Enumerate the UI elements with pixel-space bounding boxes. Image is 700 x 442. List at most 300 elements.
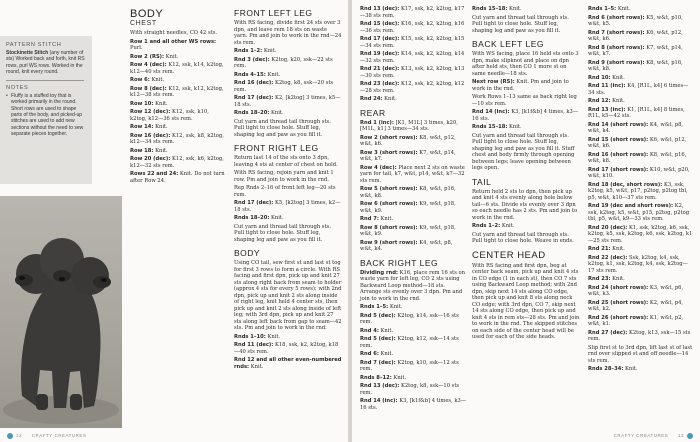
instruction-label: Rnd 23 (dec): <box>360 81 400 87</box>
instruction-text: Knit. <box>153 124 168 130</box>
instruction-line <box>588 45 694 58</box>
instruction-label: Rnd 5 (dec): <box>360 336 396 342</box>
instruction-line <box>588 83 694 96</box>
instruction-text: K2tog, k12, ssk—14 sts rem. <box>360 336 459 349</box>
instruction-text: Knit. <box>378 351 394 357</box>
instruction-line <box>588 107 694 120</box>
instruction-text: Slip first st to 3rd dpn, lift last st of last rnd over slipped st and off needle—14 sts rem. <box>588 344 693 364</box>
instruction-line <box>472 189 580 222</box>
instruction-label: Row 5 (short rows): <box>360 186 418 192</box>
instruction-text: K12, ssk, k6, k2tog, k12—32 sts rem. <box>130 156 224 169</box>
instruction-text: Knit. <box>507 6 522 12</box>
instruction-line <box>360 6 466 19</box>
instruction-label: Row 2 (short rows): <box>360 134 418 141</box>
instruction-label: Rnd 16 (dec): <box>234 80 274 86</box>
instruction-label: Rnd 18 (dec, short rows): <box>588 181 663 188</box>
instruction-text: Knit. <box>610 74 625 81</box>
back-left-leg-heading: BACK LEFT LEG <box>472 39 545 49</box>
instruction-label: Rnds 8–12: <box>360 374 392 381</box>
instruction-text: K2tog, k20, ssk—22 sts rem. <box>234 56 333 69</box>
instruction-text: Knit. <box>378 216 394 222</box>
instruction-line <box>234 119 342 139</box>
instruction-text: Knit. <box>500 223 515 229</box>
instruction-text: K17, ssk, k2, k2tog, k17—38 sts rem. <box>360 6 465 19</box>
sidebar-divider <box>6 80 84 81</box>
instruction-text: K8, w&t, p12, w&t, k6. <box>360 134 456 147</box>
instruction-label: Row 9 (short rows): <box>360 239 418 246</box>
instruction-text: Knit. <box>265 71 281 78</box>
right-footer <box>614 433 696 439</box>
instruction-line <box>360 81 466 94</box>
instruction-label: Rnd 12 and all other even-numbered rnds: <box>234 357 342 370</box>
rear-column <box>360 6 466 413</box>
instruction-text: With RS facing and first dpn, beg at center back seam, pick up and knit 4 sts in CO edge (1 in each st), then CO 7 sts using Backward Loop method; with 2nd dpn, skip next 14 sts along CO edge, then pick up and knit 8 sts along neck CO edge; with 3rd dpn, CO 7, skip next 14 sts along CO edge, then pick up and knit 4 sts in rem sts—28 sts. Pm and join to work in the rnd. The skipped stitches on each side of the center head will be used for each of the side heads. <box>472 262 580 340</box>
right-page-number: 13 <box>677 433 684 439</box>
instruction-line <box>588 285 694 298</box>
instruction-line <box>130 148 226 155</box>
instruction-text: Knit. <box>616 6 631 12</box>
pattern-stitch-body: (any number of sts) Worked back and forth, knit RS rows, purl WS rows. Worked in the round, knit every round. <box>6 50 85 75</box>
instruction-label: Rnd 17 (dec): <box>234 200 274 206</box>
instruction-line <box>588 182 694 202</box>
instruction-line <box>130 133 226 146</box>
pattern-stitch-name: Stockinette Stitch <box>6 50 49 56</box>
instruction-label: Rnd 11 (dec): <box>234 342 274 348</box>
head-rounds-column <box>588 6 694 375</box>
instruction-label: Row 8 (dec): <box>130 85 167 92</box>
instruction-text: Knit. <box>382 96 397 102</box>
instruction-line <box>588 330 694 343</box>
instruction-label: Rnd 15 (short rows): <box>588 136 649 143</box>
instruction-line <box>588 6 694 13</box>
instruction-label: Rnd 14 (inc): <box>472 109 510 115</box>
instruction-text: Cut yarn and thread tail through sts. Pull tight to close hole. Stuff leg, shaping leg and paw as you fill it. <box>472 14 569 34</box>
body-chest-column <box>130 6 226 186</box>
instruction-text: With RS facing, divide first 24 sts over 3 dpn, and leave rem 18 sts on waste yarn. Pm and join to work in the rnd—24 sts rem. <box>234 20 342 46</box>
right-book-title: CRAFTY CREATURES <box>613 433 669 439</box>
chest-instructions <box>130 30 226 184</box>
instruction-line <box>360 120 466 133</box>
instruction-line <box>472 263 580 341</box>
instruction-text: K12, ssk, k2, k2tog, k12—28 sts rem. <box>360 81 465 94</box>
instruction-line <box>360 186 466 199</box>
instruction-label: Rnd 13 (dec): <box>360 6 400 12</box>
instruction-label: Rnd 13 (inc): <box>588 106 626 113</box>
instruction-label: Rnd 7 (short rows): <box>588 29 645 36</box>
instruction-line <box>360 135 466 148</box>
back-left-leg-column <box>472 6 580 343</box>
instruction-line <box>360 270 466 303</box>
pattern-stitch-text <box>6 50 87 75</box>
instruction-label: Row 16 (dec): <box>130 132 171 139</box>
instruction-text: With RS facing, rejoin yarn and knit 1 row. Pm and join to work in the rnd. <box>234 170 334 183</box>
instruction-line <box>588 300 694 313</box>
instruction-line <box>360 336 466 349</box>
instruction-line <box>360 150 466 163</box>
instruction-line <box>588 152 694 165</box>
instruction-text: Knit. <box>262 48 277 54</box>
instruction-text: Knit. <box>391 374 407 381</box>
instruction-text: K7, w&t, p14, w&t, k7. <box>360 149 456 162</box>
instruction-text: K14, ssk, k2, k2tog, k14—32 sts rem. <box>360 51 465 64</box>
instruction-label: Dividing rnd: <box>360 269 398 276</box>
instruction-text: K6, w&t, p12, w&t, k6. <box>588 29 683 42</box>
instruction-label: Rnd 22 (dec): <box>588 254 628 261</box>
instruction-text: K4, [R1L, k4] 6 times—34 sts. <box>588 83 689 96</box>
instruction-line <box>130 39 226 52</box>
left-book-title: CRAFTY CREATURES <box>31 433 87 439</box>
instruction-text: K1, ssk, k2tog, k6, ssk, k2tog, k5, ssk, k2tog, k6, ssk, k2tog, k1—25 sts rem. <box>588 224 693 244</box>
instruction-text: K10, w&t, p20, w&t, k10. <box>588 166 690 179</box>
instruction-label: Rnd 9 (short rows): <box>588 59 645 66</box>
instruction-line <box>588 225 694 245</box>
instruction-text: Knit. <box>623 366 638 372</box>
instruction-line <box>360 51 466 64</box>
instruction-text: Rep Rnds 2–16 of front left leg—20 sts rem. <box>234 185 336 198</box>
instruction-text: K18, ssk, k2, k2tog, k18—40 sts rem. <box>234 342 339 355</box>
instruction-text: K13, ssk, k2, k2tog, k13—30 sts rem. <box>360 66 465 79</box>
instruction-label: Row 2 (RS): <box>130 53 165 60</box>
instruction-line <box>130 171 226 184</box>
instruction-line <box>588 345 694 365</box>
instruction-text: Ssk, k2tog, k4, ssk, k2tog, k1, ssk, k2tog, k4, ssk, k2tog—17 sts rem. <box>588 254 688 274</box>
instruction-label: Row 6 (short rows): <box>360 201 418 207</box>
instruction-label: Rnd 1 (inc): <box>360 119 394 126</box>
instruction-line <box>130 109 226 122</box>
left-page <box>0 0 348 442</box>
instruction-line <box>360 201 466 214</box>
instruction-line <box>472 15 580 35</box>
instruction-text: Knit. <box>269 110 284 116</box>
instruction-label: Rnd 7 (dec): <box>360 359 396 366</box>
instruction-text: K1, [R1L, k4] 8 times, R1L, k5—42 sts. <box>588 106 685 119</box>
instruction-line <box>588 15 694 28</box>
instruction-text: K2, ssk, k2tog, k5, w&t, p15, p2tog, p2tog tbl, p5, w&t, k9—33 sts rem. <box>588 203 690 222</box>
instruction-label: Rnd 19 (dec): <box>360 51 400 57</box>
instruction-text: K15, ssk, k2, k2tog, k15—34 sts rem. <box>360 36 465 49</box>
instruction-line <box>472 133 580 172</box>
instruction-label: Row 20 (dec): <box>130 156 171 162</box>
instruction-label: Rnd 14 (short rows): <box>588 121 649 128</box>
instruction-line <box>234 200 342 213</box>
instruction-text: Knit. <box>388 304 403 310</box>
fluffy-photo <box>0 196 122 428</box>
instruction-line <box>234 20 342 46</box>
instruction-label: Rnd 17 (dec): <box>234 95 274 101</box>
instruction-line <box>588 30 694 43</box>
instruction-label: Rnd 25 (short rows): <box>588 299 649 306</box>
instruction-line <box>234 185 342 198</box>
instruction-line <box>234 334 342 341</box>
tail-heading: TAIL <box>472 176 492 187</box>
instruction-label: Next row (RS): <box>472 79 515 85</box>
body-section-heading: BODY <box>234 248 261 258</box>
instruction-text: Using CO tail, sew first st and last st tog for first 3 rows to form a circle. With RS facing and first dpn, pick up and knit 27 sts along right back from seam to holder (approx 4 sts for every 5 rows); with 2nd dpn, pick up and knit 2 sts along inside of right leg, knit held 4 center sts, then pick up and knit 2 sts along inside of left leg; with 3rd dpn, pick up and knit 27 sts along left back from gap to seam—42 sts. Pm and join to work in the rnd. <box>234 260 342 331</box>
instruction-line <box>234 110 342 117</box>
instruction-text: K2tog, k10, ssk—12 sts rem. <box>360 359 459 372</box>
instruction-line <box>234 48 342 55</box>
instruction-text: Work Rows 1–13 same as back right leg—10 sts rem. <box>472 94 577 107</box>
instruction-label: Rnds 1–5: <box>360 304 389 310</box>
instruction-label: Row 6: <box>130 77 150 83</box>
instruction-label: Rnd 24 (short rows): <box>588 284 649 291</box>
instruction-line <box>472 223 580 230</box>
legs-body-column <box>234 6 342 372</box>
instruction-text: K3, w&t, p6, w&t, k3. <box>588 284 684 297</box>
instruction-text: Knit. <box>249 363 264 370</box>
instruction-label: Rnd 6 (short rows): <box>588 14 645 21</box>
instruction-text: Cut yarn and thread tail through sts. Pull tight to close hole. Stuff leg, shaping leg and paw as you fill it. <box>234 223 331 243</box>
instruction-line <box>360 313 466 326</box>
instruction-text: K12, ssk, k10, k2tog, k12—36 sts rem. <box>130 109 209 122</box>
body-title: BODY <box>130 8 164 20</box>
instruction-line <box>360 240 466 253</box>
instruction-label: Row 8 (short rows): <box>360 224 418 231</box>
instruction-line <box>588 60 694 73</box>
pattern-stitch-heading: PATTERN STITCH <box>6 42 62 48</box>
instruction-text: K12, ssk, k12, k2tog, k12—38 sts rem. <box>130 85 224 98</box>
instruction-line <box>360 304 466 311</box>
instruction-line <box>234 95 342 108</box>
instruction-line <box>234 215 342 222</box>
instruction-line <box>360 96 466 103</box>
instruction-label: Row 3 (short rows): <box>360 149 418 156</box>
instruction-line <box>588 315 694 328</box>
instruction-text: Cut yarn and thread tail through sts. Pull tight to close hole. Stuff leg, shaping leg and paw as you fill it. Stuff chest and body firmly through opening between legs; leave opening between legs open. <box>472 132 575 171</box>
instruction-line <box>588 137 694 150</box>
instruction-line <box>234 72 342 79</box>
instruction-text: Knit. <box>153 147 168 154</box>
right-page <box>352 0 700 442</box>
instruction-line <box>360 21 466 34</box>
instruction-label: Rnd 16 (short rows): <box>588 151 649 158</box>
instruction-line <box>588 98 694 105</box>
instruction-text: K3, [k1f&b] 4 times, k3—16 sts. <box>360 398 467 411</box>
instruction-line <box>234 357 342 370</box>
instruction-line <box>588 167 694 180</box>
instruction-line <box>588 366 694 373</box>
instruction-line <box>234 155 342 168</box>
left-footer <box>4 433 86 439</box>
instruction-text: K3, ssk, k2tog, k5, w&t, p17, p2tog, p2tog tbl, p5, w&t, k10—37 sts rem. <box>588 181 688 201</box>
instruction-line <box>472 109 580 122</box>
instruction-label: Rnd 26 (short rows): <box>588 314 649 321</box>
front-left-leg-heading: FRONT LEFT LEG <box>234 8 313 18</box>
instruction-text: With straight needles, CO 42 sts. <box>130 30 218 36</box>
instruction-line <box>360 383 466 396</box>
instruction-line <box>360 36 466 49</box>
instruction-text: Cut yarn and thread tail through sts. Pull tight to close hole. Stuff leg, shaping leg and paw as you fill it. <box>234 118 331 138</box>
instruction-text: K2tog, k14, ssk—16 sts rem. <box>360 312 459 325</box>
instruction-text: Knit. <box>507 124 522 130</box>
instruction-line <box>130 62 226 75</box>
instruction-line <box>234 57 342 70</box>
instruction-line <box>234 170 342 183</box>
instruction-line <box>130 101 226 108</box>
instruction-text: Place next 2 sts on waste yarn for tail, k7, w&t, p14, w&t, k7—32 sts rem. <box>360 164 465 184</box>
instruction-line <box>130 86 226 99</box>
instruction-label: Rnds 18–20: <box>234 215 270 221</box>
instruction-line <box>472 124 580 131</box>
instruction-label: Row 10: <box>130 100 154 107</box>
instruction-label: Rnds 28–34: <box>588 366 624 372</box>
instruction-text: K1, w&t, p2, w&t, k1. <box>588 314 684 327</box>
instruction-line <box>472 51 580 77</box>
three-headed-dog-toy-image <box>0 196 122 428</box>
instruction-text: K8, w&t, p16, w&t, k8. <box>588 151 687 164</box>
instruction-text: K8, w&t, p16, w&t, k8. <box>360 186 456 199</box>
instruction-text: K2, [k2tog] 3 times, k5—18 sts. <box>234 95 341 108</box>
instruction-line <box>472 79 580 92</box>
instruction-line <box>588 276 694 283</box>
instruction-line <box>360 216 466 223</box>
instruction-label: Rnds 15–18: <box>472 6 508 12</box>
instruction-label: Row 4 (dec): <box>360 164 397 171</box>
instruction-label: Rnd 19 (dec and short rows): <box>588 203 674 209</box>
instruction-label: Rnds 1–10: <box>234 333 266 340</box>
instruction-text: Knit. <box>610 246 625 252</box>
instruction-line <box>130 54 226 61</box>
page-marker-icon <box>7 433 13 439</box>
instruction-label: Rnd 17 (short rows): <box>588 166 649 173</box>
instruction-text: K7, w&t, p14, w&t, k7. <box>588 44 683 57</box>
instruction-text: K5, [k2tog] 3 times, k2—18 sts. <box>234 200 341 213</box>
page-marker-icon <box>687 433 693 439</box>
instruction-line <box>360 328 466 335</box>
instruction-label: Row 14: <box>130 124 154 130</box>
instruction-text: Return last 14 of the sts onto 3 dpn, leaving 4 sts at center of chest on hold. <box>234 155 338 168</box>
instruction-label: Row 12 (dec): <box>130 109 171 115</box>
instruction-text: K12, ssk, k8, k2tog, k12—34 sts rem. <box>130 132 224 145</box>
instruction-text: Knit. Do not turn after Row 24. <box>130 171 225 184</box>
instruction-label: Rnd 14 (inc): <box>360 398 398 404</box>
instruction-text: Cut yarn and thread tail through sts. Pull tight to close hole. Weave in ends. <box>472 231 574 244</box>
instruction-label: Rnd 10: <box>588 74 611 81</box>
instruction-text: K2tog, k8, ssk—10 sts rem. <box>360 383 460 396</box>
instruction-text: K3, [k1f&b] 4 times, k3—16 sts. <box>472 109 579 122</box>
instruction-line <box>130 30 226 37</box>
instruction-text: Knit. <box>610 276 625 282</box>
instruction-label: Rnd 20 (dec): <box>588 224 628 231</box>
instruction-line <box>360 66 466 79</box>
instruction-label: Rnd 17 (dec): <box>360 36 400 42</box>
rear-heading: REAR <box>360 107 386 118</box>
instruction-label: Rnds 4–15: <box>234 71 266 78</box>
instruction-label: Rnds 1–2: <box>472 223 501 229</box>
instruction-line <box>360 351 466 358</box>
instruction-label: Rnds 1–2: <box>234 48 263 54</box>
instruction-text: Return held 2 sts to dpn, then pick up and knit 4 sts evenly along hole below tail—6 sts. Divide sts evenly over 3 dpn so each needle has 2 sts. Pm and join to work in the rnd. <box>472 188 578 221</box>
instruction-label: Rnd 15 (dec): <box>360 21 400 27</box>
instruction-text: Knit. <box>265 333 281 340</box>
instruction-label: Rnd 4: <box>360 327 379 334</box>
instruction-label: Rnds 1–5: <box>588 6 617 12</box>
instruction-label: Rnd 21 (dec): <box>360 66 400 72</box>
instruction-label: Rnds 18–20: <box>234 110 270 116</box>
instruction-text: K5, w&t, p10, w&t, k5. <box>588 14 683 27</box>
instruction-label: Rows 22 and 24: <box>130 171 179 177</box>
instruction-line <box>234 80 342 93</box>
instruction-line <box>588 255 694 275</box>
instruction-text: Knit. <box>610 98 625 104</box>
instruction-text: Knit. <box>149 77 165 83</box>
instruction-text: Knit. Pm and join to work in the rnd. <box>472 79 569 92</box>
instruction-label: Rnd 8 (short rows): <box>588 44 645 51</box>
instruction-label: Rnd 5 (dec): <box>360 312 396 319</box>
instruction-text: [K1, M1L] 3 times, k20, [M1L, k1] 3 times—34 sts. <box>360 119 458 132</box>
instruction-line <box>130 156 226 169</box>
instruction-line <box>588 122 694 135</box>
instruction-label: Rnd 24: <box>360 96 383 102</box>
instruction-text: K8, w&t, p16, w&t, k8. <box>588 59 683 72</box>
instruction-text: Knit. <box>153 100 168 107</box>
instruction-text: K2tog, k13, ssk—15 sts rem. <box>588 329 691 342</box>
instruction-line <box>130 124 226 131</box>
instruction-line <box>588 203 694 223</box>
notes-item: • Fluffy is a stuffed toy that is worked primarily in the round. Short rows are used to shape parts of the body, and picked-up stitches are used to add new sections without the need to sew separate pieces together. <box>6 93 87 137</box>
instruction-line <box>360 360 466 373</box>
instruction-line <box>360 165 466 185</box>
instruction-text: K4, w&t, p8, w&t, k4. <box>360 239 453 252</box>
instruction-label: Row 18: <box>130 147 154 154</box>
instruction-text: K9, w&t, p18, w&t, k9. <box>360 224 456 237</box>
instruction-text: K12, ssk, k14, k2tog, k12—40 sts rem. <box>130 62 224 75</box>
instruction-label: Rnd 3 (dec): <box>234 56 270 63</box>
instruction-label: Rnd 12: <box>588 98 611 104</box>
instruction-text: K4, w&t, p8, w&t, k4. <box>588 121 684 134</box>
instruction-text: K2tog, k8, ssk—20 sts rem. <box>234 80 334 93</box>
instruction-label: Rnd 11 (inc): <box>588 83 626 89</box>
instruction-label: Row 4 (dec): <box>130 62 167 68</box>
chest-subtitle: CHEST <box>130 20 157 27</box>
instruction-label: Rnd 27 (dec): <box>588 329 628 336</box>
instruction-label: Rnd 21: <box>588 246 611 252</box>
pattern-sidebar <box>0 36 92 184</box>
instruction-label: Rnd 13 (dec): <box>360 383 400 389</box>
instruction-text: K9, w&t, p18, w&t, k9. <box>360 201 456 214</box>
instruction-line <box>360 225 466 238</box>
instruction-line <box>472 232 580 245</box>
instruction-text: With WS facing, place 16 held sts onto 3 dpn, make slipknot and place on dpn after held sts, then CO 1 more st on same needle—18 sts. <box>472 51 579 77</box>
instruction-line <box>588 246 694 253</box>
instruction-label: Rnds 15–18: <box>472 124 508 130</box>
instruction-line <box>130 77 226 84</box>
instruction-line <box>472 94 580 107</box>
instruction-line <box>234 260 342 332</box>
instruction-line <box>472 6 580 13</box>
notes-heading: NOTES <box>6 85 29 92</box>
instruction-text: Knit. <box>378 327 394 334</box>
instruction-text: K6, w&t, p12, w&t, k6. <box>588 136 687 149</box>
instruction-label: Row 1 and all other WS rows: <box>130 38 217 45</box>
instruction-line <box>588 75 694 82</box>
left-page-number: 12 <box>16 433 23 439</box>
instruction-text: Knit. <box>269 215 284 221</box>
instruction-line <box>234 342 342 355</box>
instruction-text: Knit. <box>164 53 179 60</box>
instruction-label: Rnd 6: <box>360 351 379 357</box>
center-head-heading: CENTER HEAD <box>472 249 546 261</box>
instruction-text: Purl. <box>130 45 143 51</box>
back-right-leg-heading: BACK RIGHT LEG <box>360 257 439 268</box>
instruction-line <box>360 375 466 382</box>
instruction-label: Rnd 23: <box>588 276 611 282</box>
instruction-line <box>360 398 466 411</box>
instruction-text: K16, place rem 16 sts on waste yarn for left leg, CO 2 sts using Backward Loop method—18 sts. Arrange sts evenly over 3 dpn. Pm and join to work in the rnd. <box>360 269 466 302</box>
instruction-text: K2, w&t, p4, w&t, k2. <box>588 299 684 312</box>
instruction-text: K16, ssk, k2, k2tog, k16—36 sts rem. <box>360 21 465 34</box>
instruction-label: Rnd 7: <box>360 216 379 222</box>
